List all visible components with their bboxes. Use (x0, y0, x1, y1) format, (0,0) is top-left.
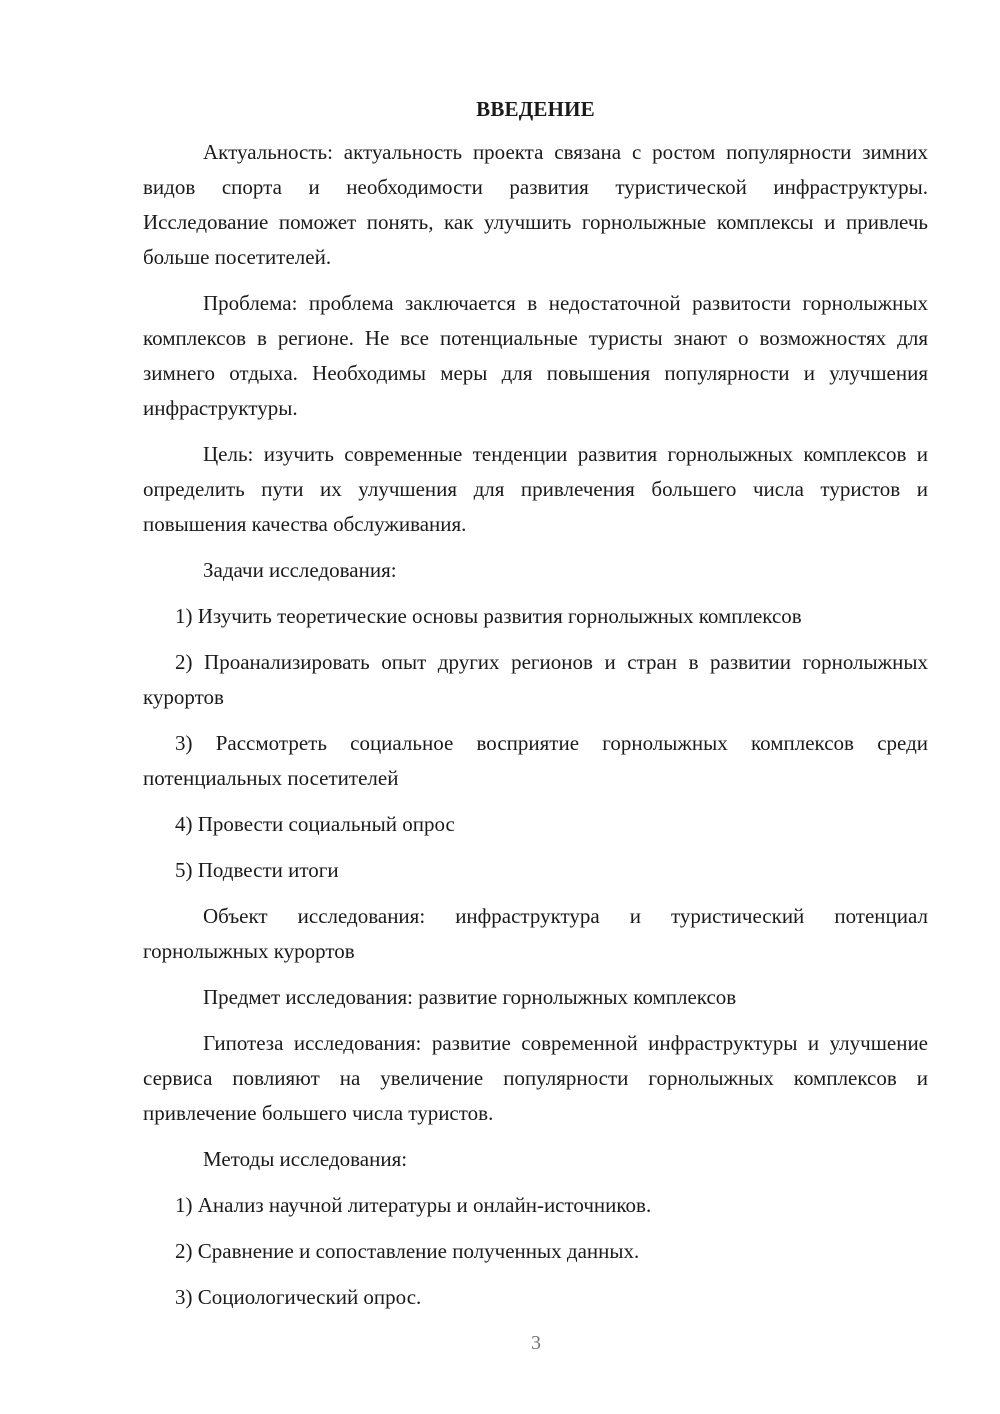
object-paragraph: Объект исследования: инфраструктура и туристический потенциал горнолыжных курортов (143, 904, 928, 963)
method-item: 2) Сравнение и сопоставление полученных данных. (175, 1239, 640, 1263)
goal-paragraph: Цель: изучить современные тенденции развития горнолыжных комплексов и определить пути их улучшения для привлечения большего числа туристов и повышения качества обслуживания. (143, 442, 928, 536)
methods-heading: Методы исследования: (203, 1147, 408, 1171)
task-item: 1) Изучить теоретические основы развития горнолыжных комплексов (175, 604, 802, 628)
problem-paragraph: Проблема: проблема заключается в недостаточной развитости горнолыжных комплексов в регионе. Не все потенциальные туристы знают о возможностях для зимнего отдыха. Необходимы меры для повышения популярности и улучшения инфраструктуры. (143, 291, 928, 420)
page-number: 3 (531, 1332, 541, 1354)
subject-paragraph: Предмет исследования: развитие горнолыжных комплексов (203, 985, 737, 1009)
section-heading: ВВЕДЕНИЕ (476, 97, 595, 121)
document-body (143, 92, 928, 1326)
tasks-heading: Задачи исследования: (203, 558, 397, 582)
hypothesis-paragraph: Гипотеза исследования: развитие современной инфраструктуры и улучшение сервиса повлияют на увеличение популярности горнолыжных комплексов и привлечение большего числа туристов. (143, 1031, 928, 1125)
relevance-paragraph: Актуальность: актуальность проекта связана с ростом популярности зимних видов спорта и необходимости развития туристической инфраструктуры. Исследование поможет понять, как улучшить горнолыжные комплексы и привлечь больше посетителей. (143, 140, 928, 269)
task-item: 3) Рассмотреть социальное восприятие горнолыжных комплексов среди потенциальных посетителей (143, 731, 928, 790)
task-item: 2) Проанализировать опыт других регионов и стран в развитии горнолыжных курортов (143, 650, 928, 709)
task-item: 5) Подвести итоги (175, 858, 339, 882)
method-item: 3) Социологический опрос. (175, 1285, 422, 1309)
method-item: 1) Анализ научной литературы и онлайн-источников. (175, 1193, 652, 1217)
task-item: 4) Провести социальный опрос (175, 812, 455, 836)
